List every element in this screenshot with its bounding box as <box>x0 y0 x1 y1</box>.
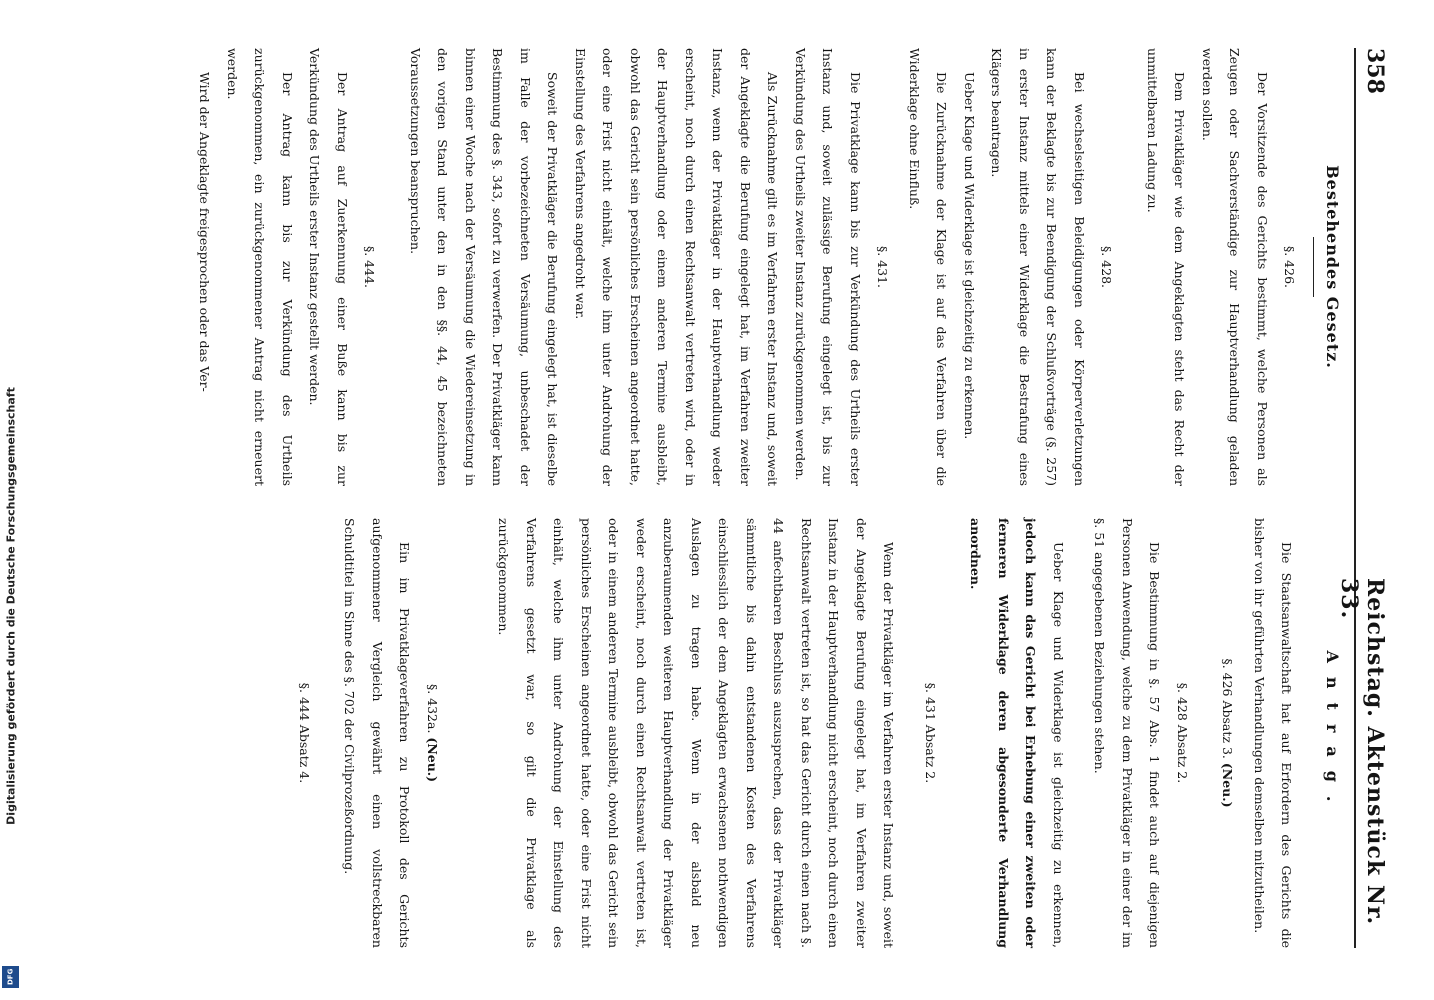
title-rule <box>1314 237 1315 297</box>
new-marker: (Neu.) <box>1220 762 1236 808</box>
document-page <box>80 48 1390 948</box>
section-ref: §. 432a. <box>425 683 440 734</box>
section-number: §. 431. <box>875 245 891 289</box>
section-number: §. 431 Absatz 2. <box>923 682 938 784</box>
paragraph: Der Antrag kann bis zur Verkündung des Urtheils zurückgenommen, ein zurückgenommener Antrag nicht erneuert werden. <box>225 48 295 486</box>
proposal-title: Antrag. <box>1323 650 1342 816</box>
paragraph: Wird der Angeklagte freigesprochen oder das Ver- <box>197 72 213 392</box>
paragraph: Die Bestimmung in §. 57 Abs. 1 findet auch auf diejenigen Personen Anwendung, welche zu dem Privatkläger in einer der im §. 51 angegebenen Beziehungen stehen. <box>1092 518 1163 948</box>
section-number <box>419 518 447 948</box>
section-number: §. 444. <box>362 245 378 289</box>
section-number: §. 444 Absatz 4. <box>297 682 312 784</box>
column-existing-law <box>191 48 1346 486</box>
paragraph: Soweit der Privatkläger die Berufung eingelegt hat, ist dieselbe im Falle der vorbezeichneten Versäumung, unbeschadet der Bestimmung des §. 343, sofort zu verwerfen. Der Privatkläger kann binnen einer Woche nach der Versäumung die Wiedereinsetzung in den vorigen Stand unter den in den §§. 44, 45 bezeichneten Voraussetzungen beanspruchen. <box>408 48 561 486</box>
paragraph <box>962 518 1072 948</box>
paragraph: Die Staatsanwaltschaft hat auf Erfordern des Gerichts die bisher von ihr geführten Verhandlungen demselben mitzutheilen. <box>1252 518 1295 948</box>
paragraph: Der Vorsitzende des Gerichts bestimmt, welche Personen als Zeugen oder Sachverständige zur Hauptverhandlung geladen werden sollen. <box>1200 48 1270 486</box>
paragraph: Die Privatklage kann bis zur Verkündung des Urtheils erster Instanz und, soweit zulässige Berufung eingelegt ist, bis zur Verkündung des Urtheils zweiter Instanz zurückgenommen werden. <box>793 48 863 486</box>
paragraph: Dem Privatkläger wie dem Angeklagten steht das Recht der unmittelbaren Ladung zu. <box>1145 48 1188 486</box>
dfg-logo: DFG <box>2 966 19 988</box>
section-number: §. 428. <box>1099 245 1115 289</box>
footer-credit: Digitalisierung gefördert durch die Deutsche Forschungsgemeinschaft <box>4 387 18 825</box>
paragraph: Bei wechselseitigen Beleidigungen oder Körperverletzungen kann der Beklagte bis zur Beendigung der Schlußvorträge (§. 257) in erster Instanz mittels einer Widerklage die Bestrafung eines Klägers beantragen. <box>989 48 1087 486</box>
section-number: §. 426. <box>1282 245 1298 289</box>
paragraph: Der Antrag auf Zuerkennung einer Buße kann bis zur Verkündung des Urtheils erster Instanz gestellt werden. <box>307 48 350 486</box>
page-source: Reichstag. Aktenstück Nr. 33. <box>1336 578 1388 926</box>
paragraph: Ueber Klage und Widerklage ist gleichzeitig zu erkennen. <box>962 72 977 440</box>
paragraph: Als Zurücknahme gilt es im Verfahren erster Instanz und, soweit der Angeklagte die Berufung eingelegt hat, im Verfahren zweiter Instanz, wenn der Privatkläger in der Hauptverhandlung weder erscheint, noch durch einen Rechtsanwalt vertreten wird, oder in der Hauptverhandlung oder einem anderen Termine ausbleibt, obwohl das Gericht sein persönliches Erscheinen angeordnet hatte, oder eine Frist nicht einhält, welche ihm unter Androhung der Einstellung des Verfahrens angedroht war. <box>573 48 781 486</box>
page-number: 358 <box>1362 48 1388 94</box>
column-proposal <box>291 518 1347 948</box>
paragraph: Ein im Privatklageverfahren zu Protokoll des Gerichts aufgenommener Vergleich gewährt einen vollstreckbaren Schuldtitel im Sinne des §. 702 der Civilprozeßordnung. <box>342 518 413 948</box>
paragraph-text: Ueber Klage und Widerklage ist gleichzeitig zu erkennen, <box>1051 542 1066 948</box>
footer-strip <box>0 0 22 1000</box>
existing-law-title: Bestehendes Gesetz. <box>1323 165 1342 369</box>
section-ref: §. 426 Absatz 3. <box>1220 658 1236 759</box>
section-number: §. 428 Absatz 2. <box>1175 682 1190 784</box>
paragraph-amendment: jedoch kann das Gericht bei Erhebung einer zweiten oder ferneren Widerklage deren abgesonderte Verhandlung anordnen. <box>968 518 1039 948</box>
paragraph: Wenn der Privatkläger im Verfahren erster Instanz und, soweit der Angeklagte Berufung eingelegt hat, im Verfahren zweiter Instanz in der Hauptverhandlung nicht erscheint, noch durch einen Rechtsanwalt vertreten ist, so hat das Gericht durch einen nach §. 44 anfechtbaren Beschluss auszusprechen, dass der Privatkläger sämmtliche bis dahin entstandenen Kosten des Verfahrens einschliesslich der dem Angeklagten erwachsenen nothwendigen Auslagen zu tragen habe. Wenn in der alsbald neu anzuberaumenden weiteren Hauptverhandlung der Privatkläger weder erscheint, noch durch einen Rechtsanwalt vertreten ist, oder in einem anderen Termine ausbleibt, obwohl das Gericht sein persönliches Erscheinen angeordnet hatte, oder eine Frist nicht einhält, welche ihm unter Androhung der Einstellung des Verfahrens gesetzt war, so gilt die Privatklage als zurückgenommen. <box>496 518 897 948</box>
section-number <box>1214 518 1242 948</box>
new-marker: (Neu.) <box>425 737 440 783</box>
paragraph: Die Zurücknahme der Klage ist auf das Verfahren über die Widerklage ohne Einfluß. <box>907 48 950 486</box>
page-header <box>1336 48 1390 948</box>
